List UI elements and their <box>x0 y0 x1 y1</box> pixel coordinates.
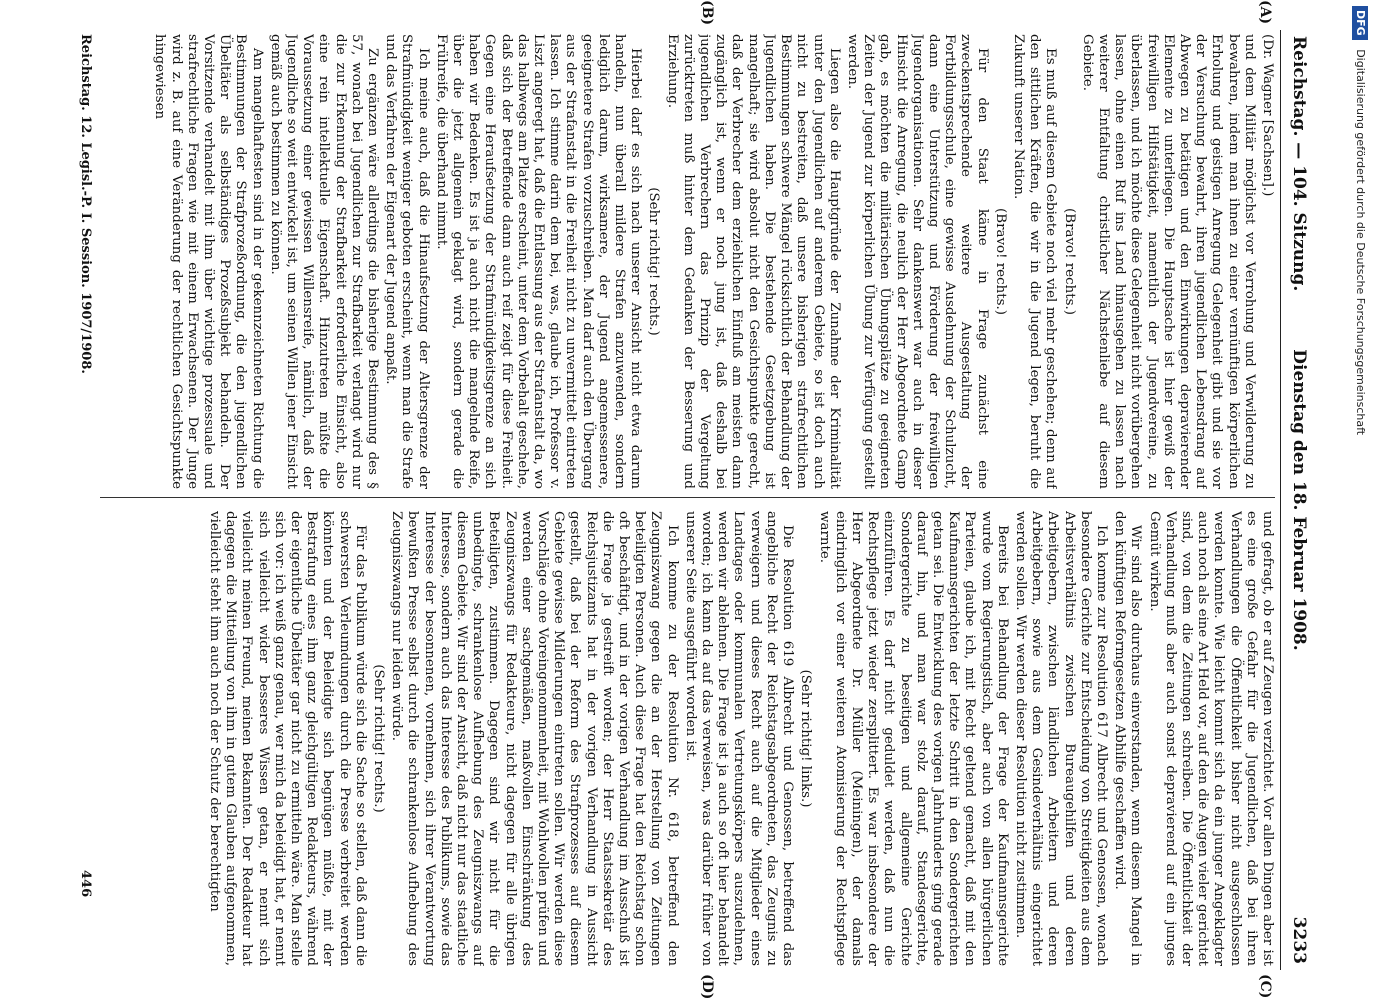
paragraph: Am mangelhaftesten sind in der gekennzeichneten Richtung die Bestimmungen der Strafprozeßordnung, die den jugendlichen Übeltäter als selbständiges Prozeßsubjekt behandeln. Der Vorsitzende verhandelt mit ihm über wichtige prozessuale und strafrechtliche Fragen wie mit einem Erwachsenen. Der Junge wird z. B. auf eine Veränderung der rechtlichen Gesichtspunkte hingewiesen <box>152 34 265 489</box>
rotated-page-container <box>50 0 1315 1000</box>
margin-mark-b: (B) <box>699 0 715 26</box>
paragraph: Für das Publikum würde sich die Sache so stellen, daß dann die schwersten Verleumdungen durch die Presse verbreitet werden könnten und der Beleidigte sich begnügen müßte, mit der Bestrafung eines ihm ganz gleichgültigen Redakteurs, während der eigentliche Übeltäter gar nicht zu ermitteln wäre. Man stelle sich vor: ich weiß ganz genau, wer mich da beleidigt hat, er nennt sich vielleicht wider besseres Wissen getan, er nennt sich vielleicht meinen Freund, meinen Bekannten. Der Redakteur hat dagegen die Mitteilung von ihm in gutem Glauben aufgenommen, vielleicht steht ihm auch noch der Schutz der berechtigten <box>207 511 368 966</box>
right-text-column <box>105 511 1275 966</box>
header-page-number: 3233 <box>1289 916 1309 964</box>
paragraph: Ich komme zur Resolution 617 Albrecht und Genossen, wonach besondere Gerichte zur Entscheidung von Streitigkeiten aus dem Arbeitsverhältnis zwischen Bureaugehilfen und deren Arbeitgebern, zwischen ländlichen Arbeitern und deren Arbeitgebern, sowie aus dem Gesindeverhältnis eingerichtet werden sollen. Wir werden dieser Resolution nicht zustimmen. <box>1012 511 1109 966</box>
margin-mark-a: (A) <box>1257 0 1273 25</box>
page-header <box>1280 30 1315 970</box>
dfg-logo: DFG <box>1352 6 1368 40</box>
paragraph: (Sehr richtig! rechts.) <box>371 664 387 813</box>
paragraph: (Bravo! rechts.) <box>992 208 1008 315</box>
paragraph: (Sehr richtig! rechts.) <box>646 187 662 336</box>
paragraph: und dem Militär möglichst vor Verrohung und Verwilderung zu bewahren, indem man ihnen zu einer vernünftigen körperlichen Erholung und geistigen Anregung Gelegenheit gibt und sie vor der Versuchung bewahrt, ihren jugendlichen Lebensdrang auf Abwegen zu betätigen und den Einwirkungen depravierender Elemente zu unterliegen. Die Hauptsache ist hier gewiß der freiwilligen Hilfstätigkeit, namentlich der Jugendvereine, zu überlassen, und ich möchte diese Gelegenheit nicht vorübergehen lassen, ohne einen Ruf ins Land hinausgehen zu lassen nach weiterer Entfaltung christlicher Nächstenliebe auf diesem Gebiete. <box>1079 34 1257 489</box>
paragraph: Ich meine auch, daß die Hinaufsetzung der Altersgrenze der Strafmündigkeit weniger geboten erscheint, wenn man die Strafe und das Verfahren der Eigenart der Jugend anpaßt. <box>383 34 431 489</box>
newspaper-page <box>50 0 1315 1000</box>
footer-sheet-number: 446 <box>78 870 93 898</box>
header-left: Reichstag. — 104. Sitzung. <box>1289 36 1309 292</box>
left-text-column <box>105 34 1275 489</box>
paragraph: Ich komme zu der Resolution Nr. 618, betreffend den Zeugniszwang gegen die an der Herstellung von Zeitungen beteiligten Personen. Auch diese Frage hat den Reichstag schon oft beschäftigt, und in der vorigen Verhandlung im Ausschuß ist die Frage ja gestreift worden; der Herr Staatssekretär des Reichsjustizamts hat in der vorigen Verhandlung in Aussicht gestellt, daß bei der Reform des Strafprozesses auf diesem Gebiete gewisse Milderungen eintreten sollen. Wir werden diese Vorschläge ohne Voreingenommenheit, mit Wohlwollen prüfen und werden einer sachgemäßen, maßvollen Einschränkung des Zeugniszwangs für Redakteure, nicht dagegen für alle übrigen Beteiligten, zustimmen. Dagegen sind wir nicht für die unbedingte, schrankenlose Aufhebung des Zeugniszwangs auf diesem Gebiete. Wir sind der Ansicht, daß nicht nur das staatliche Interesse, sondern auch das Interesse des Publikums, sowie das Interesse der besonnenen, vornehmen, sich ihrer Verantwortung bewußten Presse selbst durch die schrankenlose Aufhebung des Zeugniszwangs nur leiden würde. <box>389 511 680 966</box>
paragraph: (Sehr richtig! links.) <box>798 669 814 808</box>
margin-mark-c: (C) <box>1257 974 1273 999</box>
margin-mark-d: (D) <box>699 974 715 1000</box>
paragraph: Liegen also die Hauptgründe der Zunahme der Kriminalität unter den Jugendlichen auf anderem Gebiete, so ist doch auch nicht zu bestreiten, daß unsere bisherigen strafrechtlichen Bestimmungen schwere Mängel rücksichtlich der Behandlung der Jugendlichen haben. Die bestehende Gesetzgebung ist mangelhaft; sie wird absolut nicht den Gesichtspunkte gerecht, daß der Verbrecher dem erziehlichen Einfluß am meisten dann zugänglich ist, wenn er noch jung ist, daß deshalb bei jugendlichen Verbrechern das Prinzip der Vergeltung zurücktreten muß hinter dem Gedanken der Besserung und Erziehung. <box>664 34 842 489</box>
paragraph: Zu ergänzen wäre allerdings die bisherige Bestimmung des § 57, wonach bei Jugendlichen zur Strafbarkeit verlangt wird nur die zur Erkennung der Strafbarkeit erforderliche Einsicht, also eine rein intellektuelle Eigenschaft. Hinzutreten müßte die Voraussetzung einer gewissen Willensreife, nämlich, daß der Jugendliche so weit entwickelt ist, um seinen Willen jener Einsicht gemäß auch bestimmen zu können. <box>267 34 381 489</box>
digitization-credit <box>1348 6 1378 996</box>
credit-text: Digitalisierung gefördert durch die Deutsche Forschungsgemeinschaft <box>1354 49 1367 436</box>
footer-session-info: Reichstag. 12. Legisl.-P. I. Session. 1907/1908. <box>78 34 93 374</box>
paragraph: Bereits bei Behandlung der Frage der Kaufmannsgerichte wurde vom Regierungstisch, aber auch von allen bürgerlichen Parteien, glaube ich, mit Recht geltend gemacht, daß mit den Kaufmannsgerichten der letzte Schritt in den Sondergerichten getan sei. Die Entwicklung des vorigen Jahrhunderts ging gerade darauf hin, und man war stolz darauf, Standesgerichte, Sondergerichte zu beseitigen und allgemeine Gerichte einzuführen. Es darf nicht geduldet werden, daß nun die Rechtspflege jetzt wieder zersplittert. Es war insbesondere der Herr Abgeordnete Dr. Müller (Meiningen), der damals eindringlich vor einer weiteren Atomisierung der Rechtspflege warnte. <box>816 511 1010 966</box>
column-divider <box>100 497 1275 498</box>
paragraph: Wir sind also durchaus einverstanden, wenn diesem Mangel in den künftigen Reformgesetzen Abhilfe geschaffen wird. <box>1112 511 1144 966</box>
paragraph: (Dr. Wagner [Sachsen].) <box>1260 34 1275 197</box>
paragraph: Für den Staat käme in Frage zunächst eine zweckentsprechende weitere Ausgestaltung der Fortbildungsschule, eine gewisse Ausdehnung der Schulzucht, dann eine Unterstützung und Förderung der freiwilligen Jugendorganisationen. Sehr dankenswert war auch in dieser Hinsicht die Anregung, die neulich der Herr Abgeordnete Gamp gab, es möchten die militärischen Übungsplätze zu geeigneten Zeiten der Jugend zur körperlichen Übung zur Verfügung gestellt werden. <box>844 34 990 489</box>
paragraph: Die Resolution 619 Albrecht und Genossen, betreffend das angebliche Recht der Reichstagsabgeordneten, das Zeugnis zu verweigern und dieses Recht auch auf die Mitglieder eines Landtages oder kommunalen Vertretungskörpers auszudehnen, werden wir ablehnen. Die Frage ist ja auch so oft hier behandelt worden; ich kann da auf das verweisen, was darüber früher von unserer Seite ausgeführt worden ist. <box>682 511 796 966</box>
header-center: Dienstag den 18. Februar 1908. <box>1289 349 1309 651</box>
paragraph: Hierbei darf es sich nach unserer Ansicht nicht etwa darum handeln, nun überall mildere Strafen anzuwenden, sondern lediglich darum, wirksamere, der Jugend angemessenere, geeignetere Strafen vorzuschreiben. Man darf auch den Übergang aus der Strafanstalt in die Freiheit nicht zu unvermittelt eintreten lassen. Ich stimme darin dem bei, was, glaube ich, Professor v. Liszt angeregt hat, daß die Entlassung aus der Strafanstalt da, wo das halbwegs am Platze erscheint, unter dem Vorbehalt geschehe, daß sich der Betreffende dann auch reif zeigt für diese Freiheit. Gegen eine Heraufsetzung der Strafmündigkeitsgrenze an sich haben wir Bedenken. Es ist ja auch nicht die mangelnde Reife, über die jetzt allgemein geklagt wird, sondern gerade die Frühreife, die überhand nimmt. <box>433 34 644 489</box>
paragraph: Es muß auf diesem Gebiete noch viel mehr geschehen; denn auf den sittlichen Kräften, die wir in die Jugend legen, beruht die Zukunft unserer Nation. <box>1010 34 1059 489</box>
paragraph: (Bravo! rechts.) <box>1061 208 1077 315</box>
paragraph: und gefragt, ob er auf Zeugen verzichtet. Vor allen Dingen aber ist es eine große Gefahr für die Jugendlichen, daß bei ihren Verhandlungen die Öffentlichkeit bisher nicht ausgeschlossen werden konnte. Wie leicht kommt sich da ein junger Angeklagter auch noch als eine Art Held vor, auf den die Augen vieler gerichtet sind, von dem die Zeitungen schreiben. Die Öffentlichkeit der Verhandlung muß aber auch sonst depravierend auf ein junges Gemüt wirken. <box>1146 511 1275 966</box>
